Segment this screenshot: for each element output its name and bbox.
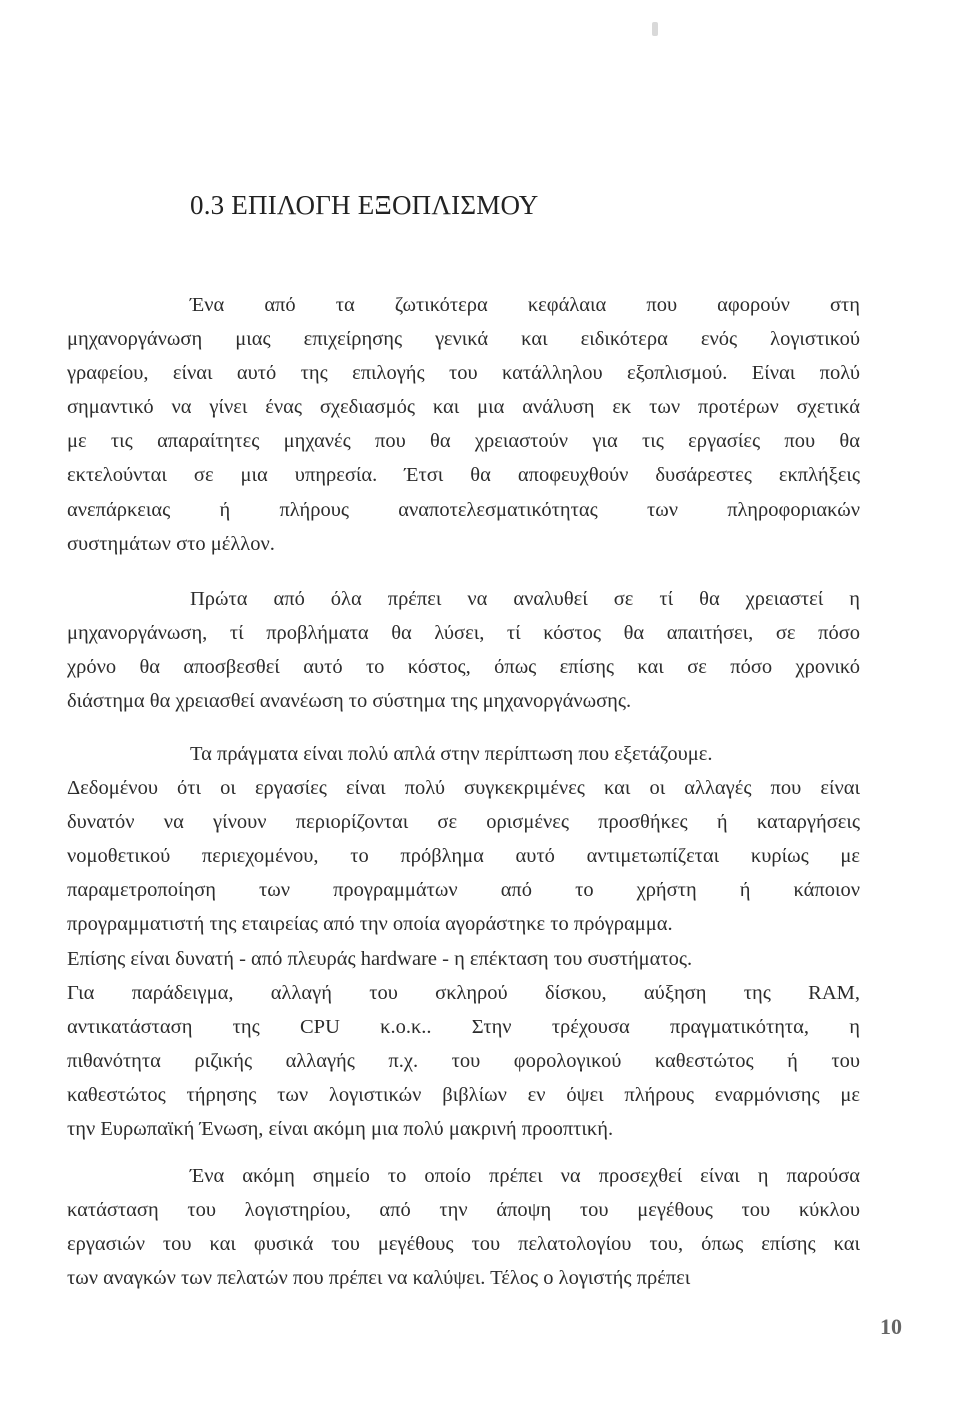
paragraph-line: παραμετροποίηση των προγραμμάτων από το χρήστη ή κάποιον xyxy=(67,879,860,902)
page-number: 10 xyxy=(880,1314,902,1339)
paragraph-line: μηχανοργάνωση μιας επιχείρησης γενικά και ειδικότερα ενός λογιστικού xyxy=(67,328,860,351)
paragraph-line: Τα πράγματα είναι πολύ απλά στην περίπτωση που εξετάζουμε. xyxy=(190,743,713,765)
paragraph-line: νομοθετικού περιεχομένου, το πρόβλημα αυτό αντιμετωπίζεται κυρίως με xyxy=(67,845,860,868)
scan-artifact xyxy=(652,22,658,36)
paragraph-line: εργασιών του και φυσικά του μεγέθους του πελατολογίου του, όπως επίσης και xyxy=(67,1233,860,1256)
paragraph-line: Για παράδειγμα, αλλαγή του σκληρού δίσκου, αύξηση της RAM, xyxy=(67,981,860,1004)
paragraph-line: καθεστώτος τήρησης των λογιστικών βιβλίων εν όψει πλήρους εναρμόνισης με xyxy=(67,1083,860,1106)
paragraph-line: χρόνο θα αποσβεσθεί αυτό το κόστος, όπως επίσης και σε πόσο χρονικό xyxy=(67,656,860,679)
paragraph-line: την Ευρωπαϊκή Ένωση, είναι ακόμη μια πολύ μακρινή προοπτική. xyxy=(67,1118,614,1141)
paragraph-line: Δεδομένου ότι οι εργασίες είναι πολύ συγκεκριμένες και οι αλλαγές που είναι xyxy=(67,777,860,800)
paragraph-line: πιθανότητα ριζικής αλλαγής π.χ. του φορολογικού καθεστώτος ή του xyxy=(67,1049,860,1072)
section-heading: 0.3 ΕΠΙΛΟΓΗ ΕΞΟΠΛΙΣΜΟΥ xyxy=(190,190,539,220)
paragraph-line: κατάσταση του λογιστηρίου, από την άποψη του μεγέθους του κύκλου xyxy=(67,1199,860,1222)
paragraph-line: αντικατάσταση της CPU κ.ο.κ.. Στην τρέχουσα πραγματικότητα, η xyxy=(67,1015,860,1038)
paragraph-line: σημαντικό να γίνει ένας σχεδιασμός και μια ανάλυση εκ των προτέρων σχετικά xyxy=(67,396,860,419)
paragraph-line: Επίσης είναι δυνατή - από πλευράς hardware - η επέκταση του συστήματος. xyxy=(67,947,693,970)
paragraph-line: μηχανοργάνωση, τί προβλήματα θα λύσει, τί κόστος θα απαιτήσει, σε πόσο xyxy=(67,622,860,645)
paragraph-line: γραφείου, είναι αυτό της επιλογής του κατάλληλου εξοπλισμού. Είναι πολύ xyxy=(67,362,860,385)
paragraph-line: ανεπάρκειας ή πλήρους αναποτελεσματικότητας των πληροφοριακών xyxy=(67,498,860,521)
paragraph-line: των αναγκών των πελατών που πρέπει να καλύψει. Τέλος ο λογιστής πρέπει xyxy=(67,1267,691,1290)
paragraph-line: Ένα από τα ζωτικότερα κεφάλαια που αφορούν στη xyxy=(190,294,860,316)
paragraph-line: συστημάτων στο μέλλον. xyxy=(67,532,275,555)
paragraph-4 xyxy=(67,1159,860,1295)
paragraph-3 xyxy=(67,737,860,1146)
paragraph-line: προγραμματιστή της εταιρείας από την οποία αγοράστηκε το πρόγραμμα. xyxy=(67,913,673,936)
paragraph-line: Ένα ακόμη σημείο το οποίο πρέπει να προσεχθεί είναι η παρούσα xyxy=(190,1165,860,1187)
paragraph-line: με τις απαραίτητες μηχανές που θα χρειαστούν για τις εργασίες που θα xyxy=(67,430,860,453)
paragraph-line: διάστημα θα χρειασθεί ανανέωση το σύστημα της μηχανοργάνωσης. xyxy=(67,690,632,713)
paragraph-line: εκτελούνται σε μια υπηρεσία. Έτσι θα αποφευχθούν δυσάρεστες εκπλήξεις xyxy=(67,464,860,487)
paragraph-line: Πρώτα από όλα πρέπει να αναλυθεί σε τί θα χρειαστεί η xyxy=(190,588,860,610)
paragraph-1 xyxy=(67,288,860,561)
paragraph-line: δυνατόν να γίνουν περιορίζονται σε ορισμένες προσθήκες ή καταργήσεις xyxy=(67,811,860,834)
paragraph-2 xyxy=(67,582,860,718)
